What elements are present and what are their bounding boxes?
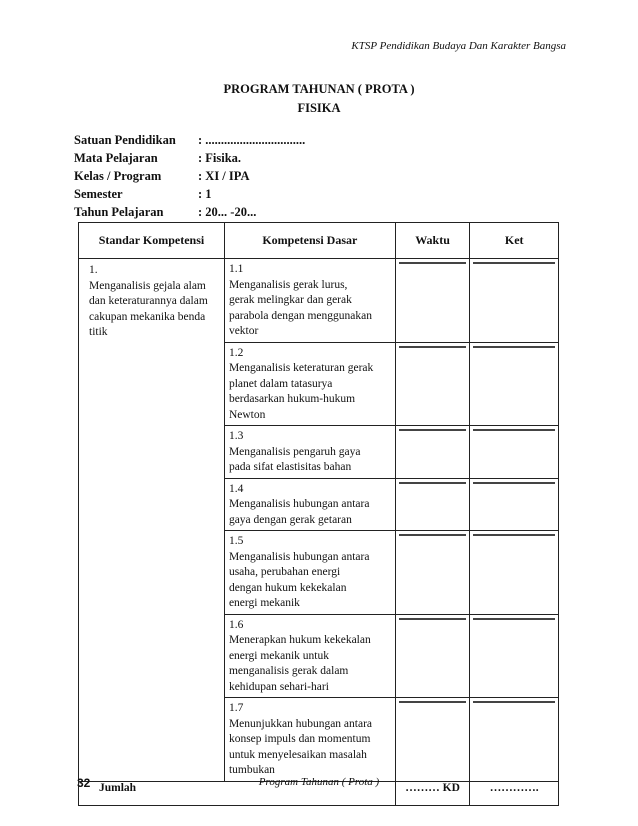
kd-number: 1.3 (228, 430, 244, 442)
prota-table (78, 222, 559, 806)
ket-cell (470, 614, 559, 698)
info-row (74, 185, 305, 203)
waktu-cell (395, 426, 470, 479)
kd-text: Menganalisis gerak lurus, gerak melingkar dan gerak parabola dengan menggunakan vektor (228, 278, 372, 337)
info-value: : 1 (198, 186, 212, 201)
waktu-cell (395, 531, 470, 615)
info-label: Kelas / Program (74, 168, 162, 183)
sk-number: 1. (89, 264, 98, 276)
ket-cell (470, 698, 559, 782)
kd-number: 1.5 (228, 535, 244, 547)
table-header-row (79, 223, 559, 259)
info-row (74, 203, 305, 221)
identity-block (74, 131, 305, 221)
waktu-cell (395, 478, 470, 531)
kd-cell (224, 614, 395, 698)
col-header-ket: Ket (470, 223, 559, 259)
kd-cell (224, 478, 395, 531)
total-waktu: ……… KD (395, 781, 470, 805)
kd-cell (224, 531, 395, 615)
kd-text: Menerapkan hukum kekekalan energi mekanik untuk menganalisis gerak dalam kehidupan sehari-hari (228, 634, 371, 693)
page-title (0, 80, 638, 118)
running-header: KTSP Pendidikan Budaya Dan Karakter Bangsa (351, 40, 566, 52)
kd-text: Menunjukkan hubungan antara konsep impuls dan momentum untuk menyelesaikan masalah tumbukan (228, 717, 373, 776)
info-row (74, 131, 305, 149)
info-value: : ................................ (198, 132, 306, 147)
sk-cell (79, 259, 225, 782)
kd-cell (224, 259, 395, 343)
kd-text: Menganalisis hubungan antara usaha, perubahan energi dengan hukum kekekalan energi mekanik (228, 550, 370, 609)
title-line-1: PROGRAM TAHUNAN ( PROTA ) (223, 82, 415, 96)
ket-cell (470, 531, 559, 615)
col-header-waktu: Waktu (395, 223, 470, 259)
info-row (74, 167, 305, 185)
kd-number: 1.7 (228, 702, 244, 714)
info-label: Mata Pelajaran (74, 150, 158, 165)
ket-cell (470, 426, 559, 479)
info-row (74, 149, 305, 167)
total-label: Jumlah (79, 781, 396, 805)
info-label: Semester (74, 186, 123, 201)
title-line-2: FISIKA (297, 101, 341, 115)
kd-cell (224, 342, 395, 426)
waktu-cell (395, 342, 470, 426)
kd-text: Menganalisis keteraturan gerak planet dalam tatasurya berdasarkan hukum-hukum Newton (228, 362, 374, 421)
col-header-sk: Standar Kompetensi (79, 223, 225, 259)
sk-text: Menganalisis gejala alam dan keteraturannya dalam cakupan mekanika benda titik (89, 279, 208, 338)
kd-text: Menganalisis pengaruh gaya pada sifat elastisitas bahan (228, 445, 361, 473)
info-value: : Fisika. (198, 150, 242, 165)
kd-number: 1.4 (228, 482, 244, 495)
table-row (79, 259, 559, 343)
info-value: : 20... -20... (198, 204, 257, 219)
waktu-cell (395, 259, 470, 343)
col-header-kd: Kompetensi Dasar (224, 223, 395, 259)
ket-cell (470, 342, 559, 426)
kd-text: Menganalisis hubungan antara gaya dengan gerak getaran (228, 498, 370, 526)
waktu-cell (395, 698, 470, 782)
info-label: Tahun Pelajaran (74, 204, 164, 219)
info-label: Satuan Pendidikan (74, 132, 176, 147)
ket-cell (470, 478, 559, 531)
kd-number: 1.6 (228, 618, 244, 631)
info-value: : XI / IPA (198, 168, 250, 183)
kd-number: 1.1 (228, 263, 244, 275)
waktu-cell (395, 614, 470, 698)
kd-cell (224, 698, 395, 782)
footer-title: Program Tahunan ( Prota ) (258, 776, 380, 788)
kd-number: 1.2 (228, 346, 244, 359)
total-ket: …………. (470, 781, 559, 805)
kd-cell (224, 426, 395, 479)
page-number: 32 (77, 776, 91, 790)
ket-cell (470, 259, 559, 343)
